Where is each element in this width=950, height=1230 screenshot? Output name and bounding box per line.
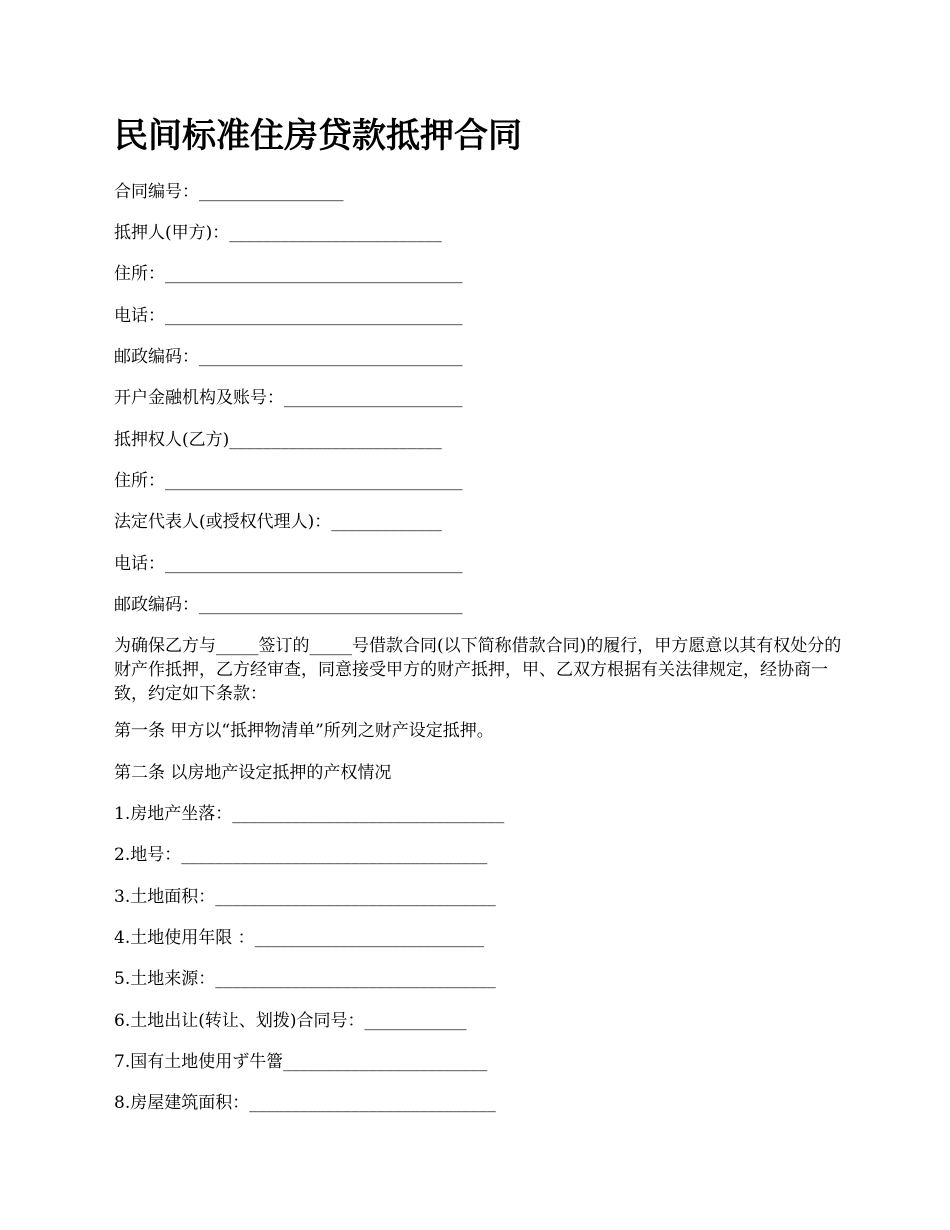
field-mortgagor-postcode: 邮政编码：_______________________________	[114, 347, 463, 367]
field-mortgagee-phone: 电话：___________________________________	[114, 554, 463, 574]
field-mortgagor: 抵押人(甲方)：_________________________	[114, 223, 442, 243]
field-mortgagee-address: 住所：___________________________________	[114, 471, 463, 491]
field-bank-account: 开户金融机构及账号：_____________________	[114, 388, 463, 408]
item-land-contract-number: 6.土地出让(转让、划拨)合同号：____________	[114, 1011, 467, 1031]
item-land-source: 5.土地来源：_________________________________	[114, 969, 496, 989]
field-legal-representative: 法定代表人(或授权代理人)：_____________	[114, 512, 442, 532]
document-title: 民间标准住房贷款抵押合同	[114, 116, 522, 156]
field-mortgagee: 抵押权人(乙方)_________________________	[114, 430, 442, 450]
article-2: 第二条 以房地产设定抵押的产权情况	[114, 763, 392, 783]
item-lot-number: 2.地号：____________________________________	[114, 845, 488, 865]
item-land-use-term: 4.土地使用年限 ：___________________________	[114, 928, 485, 948]
field-mortgagee-postcode: 邮政编码：_______________________________	[114, 595, 463, 615]
field-mortgagor-phone: 电话：___________________________________	[114, 306, 463, 326]
item-state-land-use: 7.国有土地使用ず牛簹________________________	[114, 1052, 488, 1072]
item-property-location: 1.房地产坐落：________________________________	[114, 804, 505, 824]
item-building-area: 8.房屋建筑面积：_____________________________	[114, 1093, 496, 1113]
field-contract-number: 合同编号：_________________	[114, 182, 344, 202]
item-land-area: 3.土地面积：_________________________________	[114, 887, 496, 907]
field-mortgagor-address: 住所：___________________________________	[114, 264, 463, 284]
article-1: 第一条 甲方以“抵押物清单”所列之财产设定抵押。	[114, 721, 494, 741]
intro-paragraph: 为确保乙方与_____签订的_____号借款合同(以下简称借款合同)的履行，甲方愿意以其有权处分的财产作抵押，乙方经审查，同意接受甲方的财产抵押，甲、乙双方根据有关法律规定，经协商一致，约定如下条款：	[114, 636, 842, 704]
